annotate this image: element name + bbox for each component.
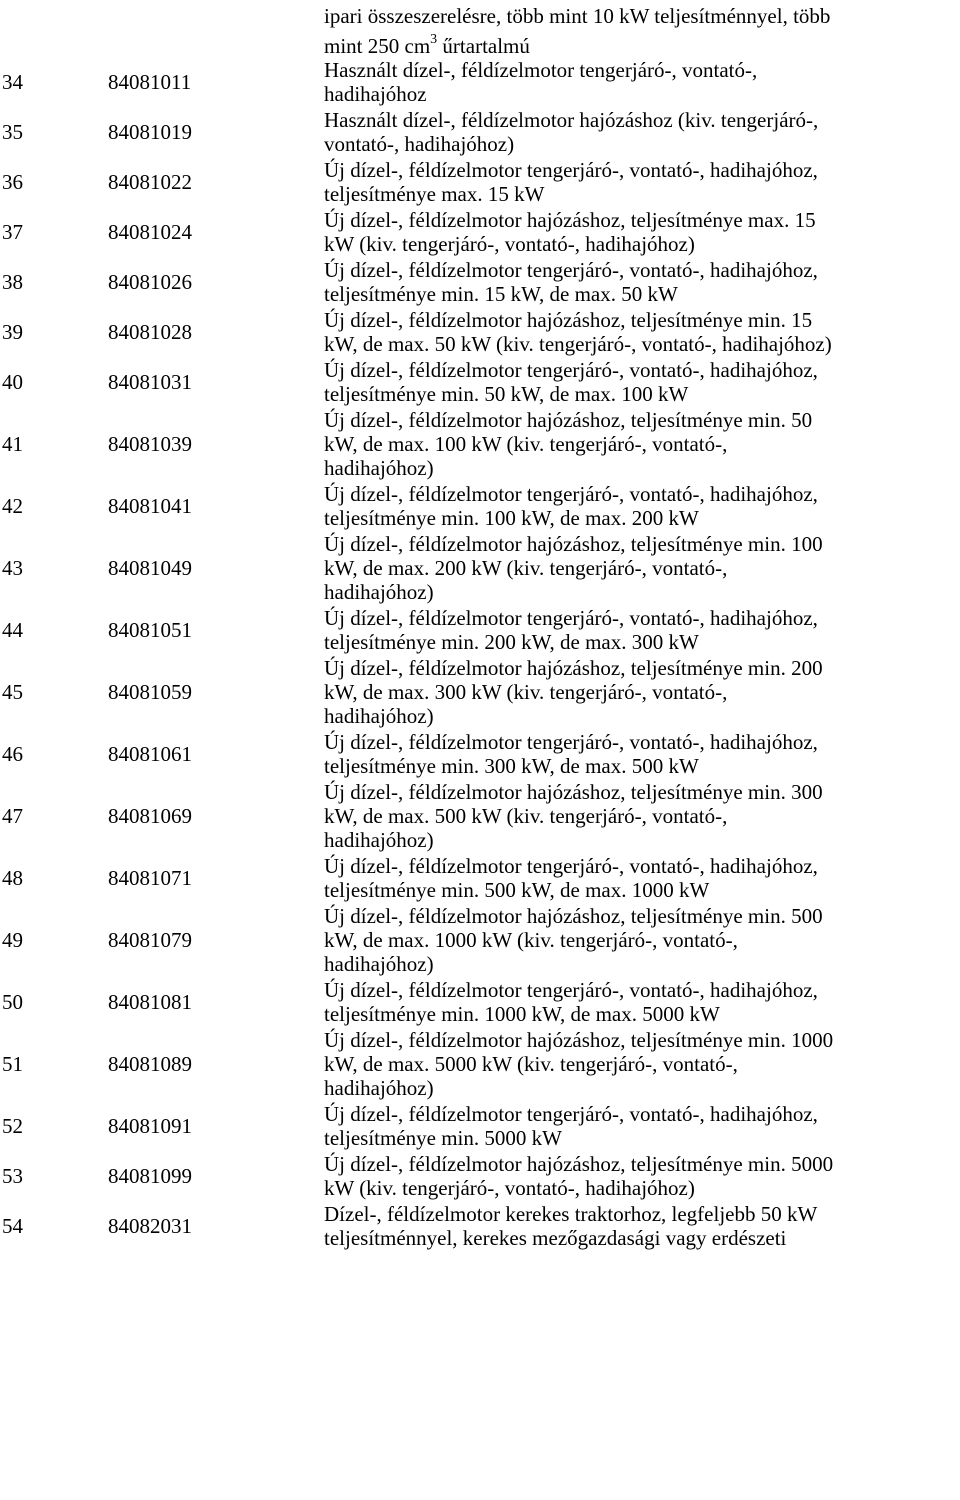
description — [324, 58, 952, 106]
description-line: Új dízel-, féldízelmotor tengerjáró-, vontató-, hadihajóhoz, — [324, 854, 818, 878]
table-row — [0, 730, 960, 778]
description — [324, 482, 952, 530]
intro-line-2 — [324, 34, 960, 58]
description-line: kW, de max. 500 kW (kiv. tengerjáró-, vontató-, — [324, 804, 728, 828]
description-line: teljesítménnyel, kerekes mezőgazdasági vagy erdészeti — [324, 1226, 787, 1250]
description-line: Új dízel-, féldízelmotor hajózáshoz, teljesítménye min. 1000 — [324, 1028, 834, 1052]
description-line: hadihajóhoz) — [324, 1076, 434, 1100]
description-line: Új dízel-, féldízelmotor tengerjáró-, vontató-, hadihajóhoz, — [324, 258, 818, 282]
table-row — [0, 358, 960, 406]
description-line: hadihajóhoz) — [324, 828, 434, 852]
table-row — [0, 1202, 960, 1250]
table-row — [0, 258, 960, 306]
table-row — [0, 1152, 960, 1200]
description-line: kW, de max. 50 kW (kiv. tengerjáró-, vontató-, hadihajóhoz) — [324, 332, 832, 356]
description-line: teljesítménye min. 15 kW, de max. 50 kW — [324, 282, 678, 306]
tariff-code: 84081024 — [108, 220, 192, 244]
tariff-code: 84081071 — [108, 866, 192, 890]
description-line: Dízel-, féldízelmotor kerekes traktorhoz, legfeljebb 50 kW — [324, 1202, 818, 1226]
description-line: kW, de max. 5000 kW (kiv. tengerjáró-, vontató-, — [324, 1052, 738, 1076]
tariff-code: 84081061 — [108, 742, 192, 766]
row-number: 39 — [2, 320, 23, 344]
description-line: hadihajóhoz — [324, 82, 427, 106]
description-line: hadihajóhoz) — [324, 580, 434, 604]
description-line: teljesítménye min. 1000 kW, de max. 5000 kW — [324, 1002, 720, 1026]
description — [324, 158, 952, 206]
description — [324, 904, 952, 976]
description — [324, 108, 952, 156]
description — [324, 656, 952, 728]
description-line: Új dízel-, féldízelmotor hajózáshoz, teljesítménye min. 5000 — [324, 1152, 834, 1176]
row-number: 36 — [2, 170, 23, 194]
row-number: 37 — [2, 220, 23, 244]
tariff-code: 84081011 — [108, 70, 192, 94]
intro-line-1: ipari összeszerelésre, több mint 10 kW teljesítménnyel, több — [324, 4, 831, 28]
row-number: 40 — [2, 370, 23, 394]
description-line: kW, de max. 200 kW (kiv. tengerjáró-, vontató-, — [324, 556, 728, 580]
description-line: Új dízel-, féldízelmotor hajózáshoz, teljesítménye min. 300 — [324, 780, 823, 804]
tariff-code: 84081081 — [108, 990, 192, 1014]
description-line: teljesítménye min. 200 kW, de max. 300 kW — [324, 630, 699, 654]
table-row — [0, 1028, 960, 1100]
row-number: 50 — [2, 990, 23, 1014]
tariff-code: 84081049 — [108, 556, 192, 580]
table-row — [0, 532, 960, 604]
tariff-code: 84081059 — [108, 680, 192, 704]
table-row — [0, 780, 960, 852]
table-row — [0, 208, 960, 256]
description-line: Új dízel-, féldízelmotor hajózáshoz, teljesítménye max. 15 — [324, 208, 816, 232]
tariff-code: 84081031 — [108, 370, 192, 394]
description-line: Új dízel-, féldízelmotor hajózáshoz, teljesítménye min. 200 — [324, 656, 823, 680]
row-number: 53 — [2, 1164, 23, 1188]
tariff-code: 84082031 — [108, 1214, 192, 1238]
tariff-table — [0, 4, 960, 1252]
description-line: Új dízel-, féldízelmotor hajózáshoz, teljesítménye min. 50 — [324, 408, 813, 432]
description-line: Új dízel-, féldízelmotor hajózáshoz, teljesítménye min. 500 — [324, 904, 823, 928]
table-row — [0, 308, 960, 356]
row-number: 49 — [2, 928, 23, 952]
row-number: 41 — [2, 432, 23, 456]
description — [324, 308, 952, 356]
tariff-code: 84081089 — [108, 1052, 192, 1076]
description-line: Új dízel-, féldízelmotor hajózáshoz, teljesítménye min. 100 — [324, 532, 823, 556]
row-number: 38 — [2, 270, 23, 294]
table-row — [0, 58, 960, 106]
description-line: kW, de max. 100 kW (kiv. tengerjáró-, vontató-, — [324, 432, 728, 456]
row-number: 45 — [2, 680, 23, 704]
description-line: teljesítménye min. 50 kW, de max. 100 kW — [324, 382, 689, 406]
description-line: Új dízel-, féldízelmotor tengerjáró-, vontató-, hadihajóhoz, — [324, 730, 818, 754]
description — [324, 780, 952, 852]
description-line: Új dízel-, féldízelmotor tengerjáró-, vontató-, hadihajóhoz, — [324, 482, 818, 506]
description — [324, 1152, 952, 1200]
tariff-code: 84081091 — [108, 1114, 192, 1138]
row-number: 54 — [2, 1214, 23, 1238]
table-row — [0, 978, 960, 1026]
description-line: Új dízel-, féldízelmotor tengerjáró-, vontató-, hadihajóhoz, — [324, 358, 818, 382]
table-row — [0, 656, 960, 728]
description-line: teljesítménye min. 500 kW, de max. 1000 kW — [324, 878, 710, 902]
description-line: hadihajóhoz) — [324, 456, 434, 480]
description-line: Használt dízel-, féldízelmotor hajózáshoz (kiv. tengerjáró-, — [324, 108, 819, 132]
tariff-code: 84081041 — [108, 494, 192, 518]
table-row — [0, 408, 960, 480]
tariff-code: 84081019 — [108, 120, 192, 144]
intro-line-2-text: mint 250 cm — [324, 34, 431, 58]
description — [324, 978, 952, 1026]
description-line: kW, de max. 1000 kW (kiv. tengerjáró-, vontató-, — [324, 928, 738, 952]
row-number: 52 — [2, 1114, 23, 1138]
description-line: Új dízel-, féldízelmotor tengerjáró-, vontató-, hadihajóhoz, — [324, 1102, 818, 1126]
tariff-code: 84081022 — [108, 170, 192, 194]
description-line: Új dízel-, féldízelmotor tengerjáró-, vontató-, hadihajóhoz, — [324, 158, 818, 182]
description — [324, 606, 952, 654]
description-line: kW, de max. 300 kW (kiv. tengerjáró-, vontató-, — [324, 680, 728, 704]
row-number: 48 — [2, 866, 23, 890]
description — [324, 1202, 952, 1250]
row-number: 51 — [2, 1052, 23, 1076]
table-row — [0, 904, 960, 976]
tariff-code: 84081069 — [108, 804, 192, 828]
description — [324, 854, 952, 902]
description-line: teljesítménye max. 15 kW — [324, 182, 545, 206]
superscript-3: 3 — [430, 32, 438, 47]
table-row — [0, 482, 960, 530]
tariff-code: 84081026 — [108, 270, 192, 294]
description-line: kW (kiv. tengerjáró-, vontató-, hadihajóhoz) — [324, 1176, 695, 1200]
description — [324, 358, 952, 406]
description-line: Új dízel-, féldízelmotor hajózáshoz, teljesítménye min. 15 — [324, 308, 813, 332]
table-row — [0, 606, 960, 654]
tariff-code: 84081028 — [108, 320, 192, 344]
description-line: hadihajóhoz) — [324, 704, 434, 728]
description — [324, 1102, 952, 1150]
description-line: vontató-, hadihajóhoz) — [324, 132, 515, 156]
row-number: 46 — [2, 742, 23, 766]
description — [324, 208, 952, 256]
description-line: teljesítménye min. 5000 kW — [324, 1126, 562, 1150]
tariff-code: 84081051 — [108, 618, 192, 642]
description-line: Új dízel-, féldízelmotor tengerjáró-, vontató-, hadihajóhoz, — [324, 606, 818, 630]
description — [324, 258, 952, 306]
row-number: 34 — [2, 70, 23, 94]
description-line: teljesítménye min. 100 kW, de max. 200 kW — [324, 506, 699, 530]
row-number: 43 — [2, 556, 23, 580]
tariff-code: 84081099 — [108, 1164, 192, 1188]
table-row — [0, 1102, 960, 1150]
description — [324, 730, 952, 778]
intro-text — [324, 4, 960, 58]
row-number: 47 — [2, 804, 23, 828]
description — [324, 408, 952, 480]
description — [324, 1028, 952, 1100]
table-row — [0, 158, 960, 206]
row-number: 44 — [2, 618, 23, 642]
description-line: Új dízel-, féldízelmotor tengerjáró-, vontató-, hadihajóhoz, — [324, 978, 818, 1002]
description-line: Használt dízel-, féldízelmotor tengerjáró-, vontató-, — [324, 58, 758, 82]
row-number: 42 — [2, 494, 23, 518]
description-line: kW (kiv. tengerjáró-, vontató-, hadihajóhoz) — [324, 232, 695, 256]
tariff-code: 84081039 — [108, 432, 192, 456]
table-row — [0, 108, 960, 156]
row-number: 35 — [2, 120, 23, 144]
intro-line-2-suffix: űrtartalmú — [437, 34, 530, 58]
table-row — [0, 854, 960, 902]
table-body — [0, 58, 960, 1250]
description-line: hadihajóhoz) — [324, 952, 434, 976]
description-line: teljesítménye min. 300 kW, de max. 500 kW — [324, 754, 699, 778]
description — [324, 532, 952, 604]
tariff-code: 84081079 — [108, 928, 192, 952]
